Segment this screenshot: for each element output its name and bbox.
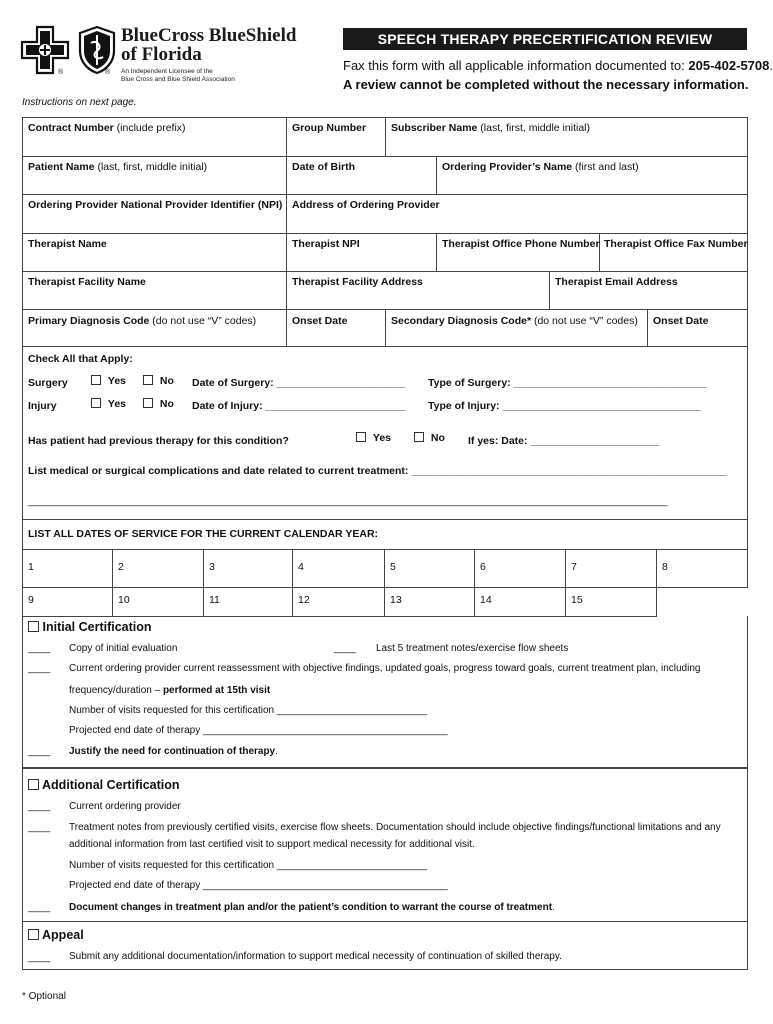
document-changes-blank[interactable]: ____ bbox=[28, 902, 51, 913]
previous-therapy-no-option[interactable] bbox=[414, 432, 445, 444]
group-number-field[interactable] bbox=[292, 122, 366, 134]
group-number-label: Group Number bbox=[292, 122, 367, 134]
date-of-service-cell[interactable]: 10 bbox=[118, 594, 130, 606]
surgery-label: Surgery bbox=[28, 377, 68, 389]
fax-text: Fax this form with all applicable information documented to: bbox=[343, 58, 685, 73]
brand-line-2: of Florida bbox=[121, 44, 202, 65]
date-of-service-cell[interactable]: 14 bbox=[480, 594, 492, 606]
secondary-diagnosis-field[interactable] bbox=[391, 315, 638, 327]
therapist-name-field[interactable] bbox=[28, 238, 107, 250]
surgery-no-option[interactable] bbox=[143, 375, 174, 387]
therapist-facility-name-field[interactable] bbox=[28, 276, 146, 288]
previous-therapy-yes-checkbox[interactable] bbox=[356, 432, 366, 442]
current-provider-blank[interactable]: ____ bbox=[28, 801, 51, 812]
previous-therapy-yes-option[interactable] bbox=[356, 432, 391, 444]
therapist-npi-label: Therapist NPI bbox=[292, 238, 360, 250]
primary-diagnosis-note: (do not use “V” codes) bbox=[149, 315, 257, 327]
injury-yes-checkbox[interactable] bbox=[91, 398, 101, 408]
initial-certification-checkbox[interactable] bbox=[28, 621, 39, 632]
treatment-notes-blank[interactable]: ____ bbox=[28, 822, 51, 833]
blue-shield-icon bbox=[77, 25, 117, 75]
copy-eval-blank[interactable]: ____ bbox=[28, 643, 51, 654]
ordering-provider-address-label: Address of Ordering Provider bbox=[292, 199, 440, 211]
contract-number-label: Contract Number bbox=[28, 122, 114, 134]
fax-period: . bbox=[769, 58, 773, 73]
reassess-text-2 bbox=[69, 685, 270, 696]
ordering-provider-npi-label: Ordering Provider National Provider Identifier (NPI) bbox=[28, 199, 283, 211]
appeal-blank[interactable]: ____ bbox=[28, 952, 51, 963]
appeal-title: Appeal bbox=[42, 928, 84, 942]
reg-mark-2: ® bbox=[105, 69, 111, 76]
date-of-service-cell[interactable]: 13 bbox=[390, 594, 402, 606]
reassess-blank[interactable]: ____ bbox=[28, 663, 51, 674]
date-of-service-cell[interactable]: 2 bbox=[118, 561, 124, 573]
injury-label: Injury bbox=[28, 400, 57, 412]
patient-name-field[interactable] bbox=[28, 161, 207, 173]
therapist-email-field[interactable] bbox=[555, 276, 678, 288]
reg-mark-1: ® bbox=[58, 69, 64, 76]
justify-bold: Justify the need for continuation of therapy bbox=[69, 746, 276, 757]
surgery-yes-checkbox[interactable] bbox=[91, 375, 101, 385]
patient-name-label: Patient Name bbox=[28, 161, 95, 173]
date-of-surgery-field[interactable]: Date of Surgery: ______________________ bbox=[192, 377, 406, 389]
therapist-fax-field[interactable] bbox=[604, 238, 748, 250]
fax-number: 205-402-5708 bbox=[688, 58, 770, 73]
form-title: SPEECH THERAPY PRECERTIFICATION REVIEW bbox=[343, 28, 747, 50]
date-of-birth-field[interactable] bbox=[292, 161, 355, 173]
secondary-diagnosis-label: Secondary Diagnosis Code* bbox=[391, 315, 532, 327]
ordering-provider-address-field[interactable] bbox=[292, 199, 440, 211]
therapist-phone-field[interactable] bbox=[442, 238, 600, 250]
patient-name-note: (last, first, middle initial) bbox=[94, 161, 208, 173]
document-changes-period: . bbox=[552, 902, 555, 913]
check-all-title: Check All that Apply: bbox=[28, 353, 133, 365]
type-of-injury-field[interactable]: Type of Injury: __________________________________ bbox=[428, 400, 702, 412]
date-of-service-cell[interactable]: 5 bbox=[390, 561, 396, 573]
licensee-line-2: Blue Cross and Blue Shield Association bbox=[121, 76, 235, 83]
brand-line-1: BlueCross BlueShield bbox=[121, 25, 297, 46]
complications-field[interactable]: List medical or surgical complications and date related to current treatment: ______________________________________________________ bbox=[28, 465, 727, 477]
complications-line[interactable]: ___________________________________________________________________________________________________________________ bbox=[28, 496, 668, 507]
date-of-service-cell[interactable]: 9 bbox=[28, 594, 34, 606]
onset-date-label: Onset Date bbox=[292, 315, 348, 327]
injury-no-label: No bbox=[159, 398, 174, 410]
contract-number-note: (include prefix) bbox=[113, 122, 186, 134]
ordering-provider-npi-field[interactable] bbox=[28, 199, 282, 211]
date-of-service-cell[interactable]: 4 bbox=[298, 561, 304, 573]
secondary-diagnosis-note: (do not use “V” codes) bbox=[531, 315, 638, 327]
therapist-email-label: Therapist Email Address bbox=[555, 276, 678, 288]
last5-text: Last 5 treatment notes/exercise flow sheets bbox=[376, 643, 569, 654]
date-of-service-cell[interactable]: 7 bbox=[571, 561, 577, 573]
ordering-provider-name-note: (first and last) bbox=[572, 161, 639, 173]
document-changes-bold: Document changes in treatment plan and/or the patient’s condition to warrant the course of treatment bbox=[69, 902, 553, 913]
date-of-service-cell[interactable]: 1 bbox=[28, 561, 34, 573]
date-of-birth-label: Date of Birth bbox=[292, 161, 355, 173]
appeal-checkbox[interactable] bbox=[28, 929, 39, 940]
justify-blank[interactable]: ____ bbox=[28, 746, 51, 757]
additional-projected-end-field[interactable]: Projected end date of therapy ____________________________________________ bbox=[69, 880, 448, 891]
justify-text bbox=[69, 746, 278, 757]
document-changes-text bbox=[69, 902, 555, 913]
current-provider-text: Current ordering provider bbox=[69, 801, 181, 812]
date-of-service-cell[interactable]: 8 bbox=[662, 561, 668, 573]
date-of-injury-field[interactable]: Date of Injury: ________________________ bbox=[192, 400, 406, 412]
appeal-text: Submit any additional documentation/information to support medical necessity of continuation of skilled therapy. bbox=[69, 951, 562, 962]
subscriber-name-field[interactable] bbox=[391, 122, 590, 134]
justify-period: . bbox=[275, 746, 278, 757]
therapist-name-label: Therapist Name bbox=[28, 238, 107, 250]
additional-certification-option[interactable] bbox=[28, 778, 180, 792]
therapist-fax-label: Therapist Office Fax Number bbox=[604, 238, 748, 250]
therapist-facility-name-label: Therapist Facility Name bbox=[28, 276, 146, 288]
primary-diagnosis-field[interactable] bbox=[28, 315, 256, 327]
injury-no-checkbox[interactable] bbox=[143, 398, 153, 408]
surgery-no-label: No bbox=[159, 375, 174, 387]
additional-visits-requested-field[interactable]: Number of visits requested for this certification ___________________________ bbox=[69, 860, 428, 871]
additional-certification-checkbox[interactable] bbox=[28, 779, 39, 790]
previous-therapy-no-checkbox[interactable] bbox=[414, 432, 424, 442]
dates-grid bbox=[22, 550, 748, 588]
injury-yes-label: Yes bbox=[107, 398, 127, 410]
therapist-phone-label: Therapist Office Phone Number bbox=[442, 238, 600, 250]
injury-yes-option[interactable] bbox=[91, 398, 126, 410]
appeal-option[interactable] bbox=[28, 928, 84, 942]
treatment-notes-text-1: Treatment notes from previously certified visits, exercise flow sheets. Documentation should include objective findings/functional limitations and any bbox=[69, 822, 721, 833]
fax-instruction bbox=[343, 58, 773, 73]
appeal-section bbox=[22, 922, 748, 970]
date-of-service-cell[interactable]: 3 bbox=[209, 561, 215, 573]
subscriber-name-note: (last, first, middle initial) bbox=[477, 122, 590, 134]
reassess-frequency: frequency/duration – bbox=[69, 685, 163, 696]
last5-blank[interactable]: ____ bbox=[334, 643, 357, 654]
therapist-npi-field[interactable] bbox=[292, 238, 360, 250]
previous-therapy-no-label: No bbox=[430, 432, 445, 444]
injury-no-option[interactable] bbox=[143, 398, 174, 410]
reassess-text-1: Current ordering provider current reassessment with objective findings, updated goals, progress toward goals, current treatment plan, including bbox=[69, 663, 701, 674]
logo bbox=[20, 25, 320, 85]
previous-therapy-question: Has patient had previous therapy for this condition? bbox=[28, 435, 289, 447]
previous-therapy-date-field[interactable]: If yes: Date: ______________________ bbox=[468, 435, 659, 447]
therapist-facility-address-field[interactable] bbox=[292, 276, 423, 288]
onset-date-field[interactable] bbox=[292, 315, 347, 327]
contract-number-field[interactable] bbox=[28, 122, 186, 134]
type-of-surgery-field[interactable]: Type of Surgery: _________________________________ bbox=[428, 377, 707, 389]
date-of-service-cell[interactable]: 15 bbox=[571, 594, 583, 606]
additional-certification-title: Additional Certification bbox=[42, 778, 180, 792]
onset-date-2-field[interactable] bbox=[653, 315, 708, 327]
onset-date-2-label: Onset Date bbox=[653, 315, 709, 327]
therapist-facility-address-label: Therapist Facility Address bbox=[292, 276, 423, 288]
dates-of-service-title: LIST ALL DATES OF SERVICE FOR THE CURRENT CALENDAR YEAR: bbox=[28, 528, 379, 540]
copy-eval-text: Copy of initial evaluation bbox=[69, 643, 178, 654]
date-of-service-cell[interactable]: 12 bbox=[298, 594, 310, 606]
surgery-yes-label: Yes bbox=[107, 375, 127, 387]
initial-visits-requested-field[interactable]: Number of visits requested for this certification ___________________________ bbox=[69, 705, 428, 716]
initial-certification-option[interactable] bbox=[28, 620, 152, 634]
subscriber-name-label: Subscriber Name bbox=[391, 122, 478, 134]
instructions-note: Instructions on next page. bbox=[22, 97, 137, 108]
previous-therapy-yes-label: Yes bbox=[372, 432, 392, 444]
review-warning: A review cannot be completed without the necessary information. bbox=[343, 77, 749, 92]
date-of-service-cell[interactable]: 6 bbox=[480, 561, 486, 573]
reassess-bold: performed at 15th visit bbox=[162, 685, 271, 696]
initial-projected-end-field[interactable]: Projected end date of therapy ____________________________________________ bbox=[69, 725, 448, 736]
optional-footnote: * Optional bbox=[22, 991, 66, 1002]
surgery-yes-option[interactable] bbox=[91, 375, 126, 387]
surgery-no-checkbox[interactable] bbox=[143, 375, 153, 385]
ordering-provider-name-label: Ordering Provider’s Name bbox=[442, 161, 573, 173]
treatment-notes-text-2: additional information from last certified visit to support medical necessity for additional visit. bbox=[69, 839, 475, 850]
licensee-line-1: An Independent Licensee of the bbox=[121, 68, 213, 75]
primary-diagnosis-label: Primary Diagnosis Code bbox=[28, 315, 150, 327]
date-of-service-cell[interactable]: 11 bbox=[209, 594, 220, 606]
ordering-provider-name-field[interactable] bbox=[442, 161, 639, 173]
blue-cross-icon bbox=[20, 25, 70, 75]
initial-certification-title: Initial Certification bbox=[42, 620, 152, 634]
